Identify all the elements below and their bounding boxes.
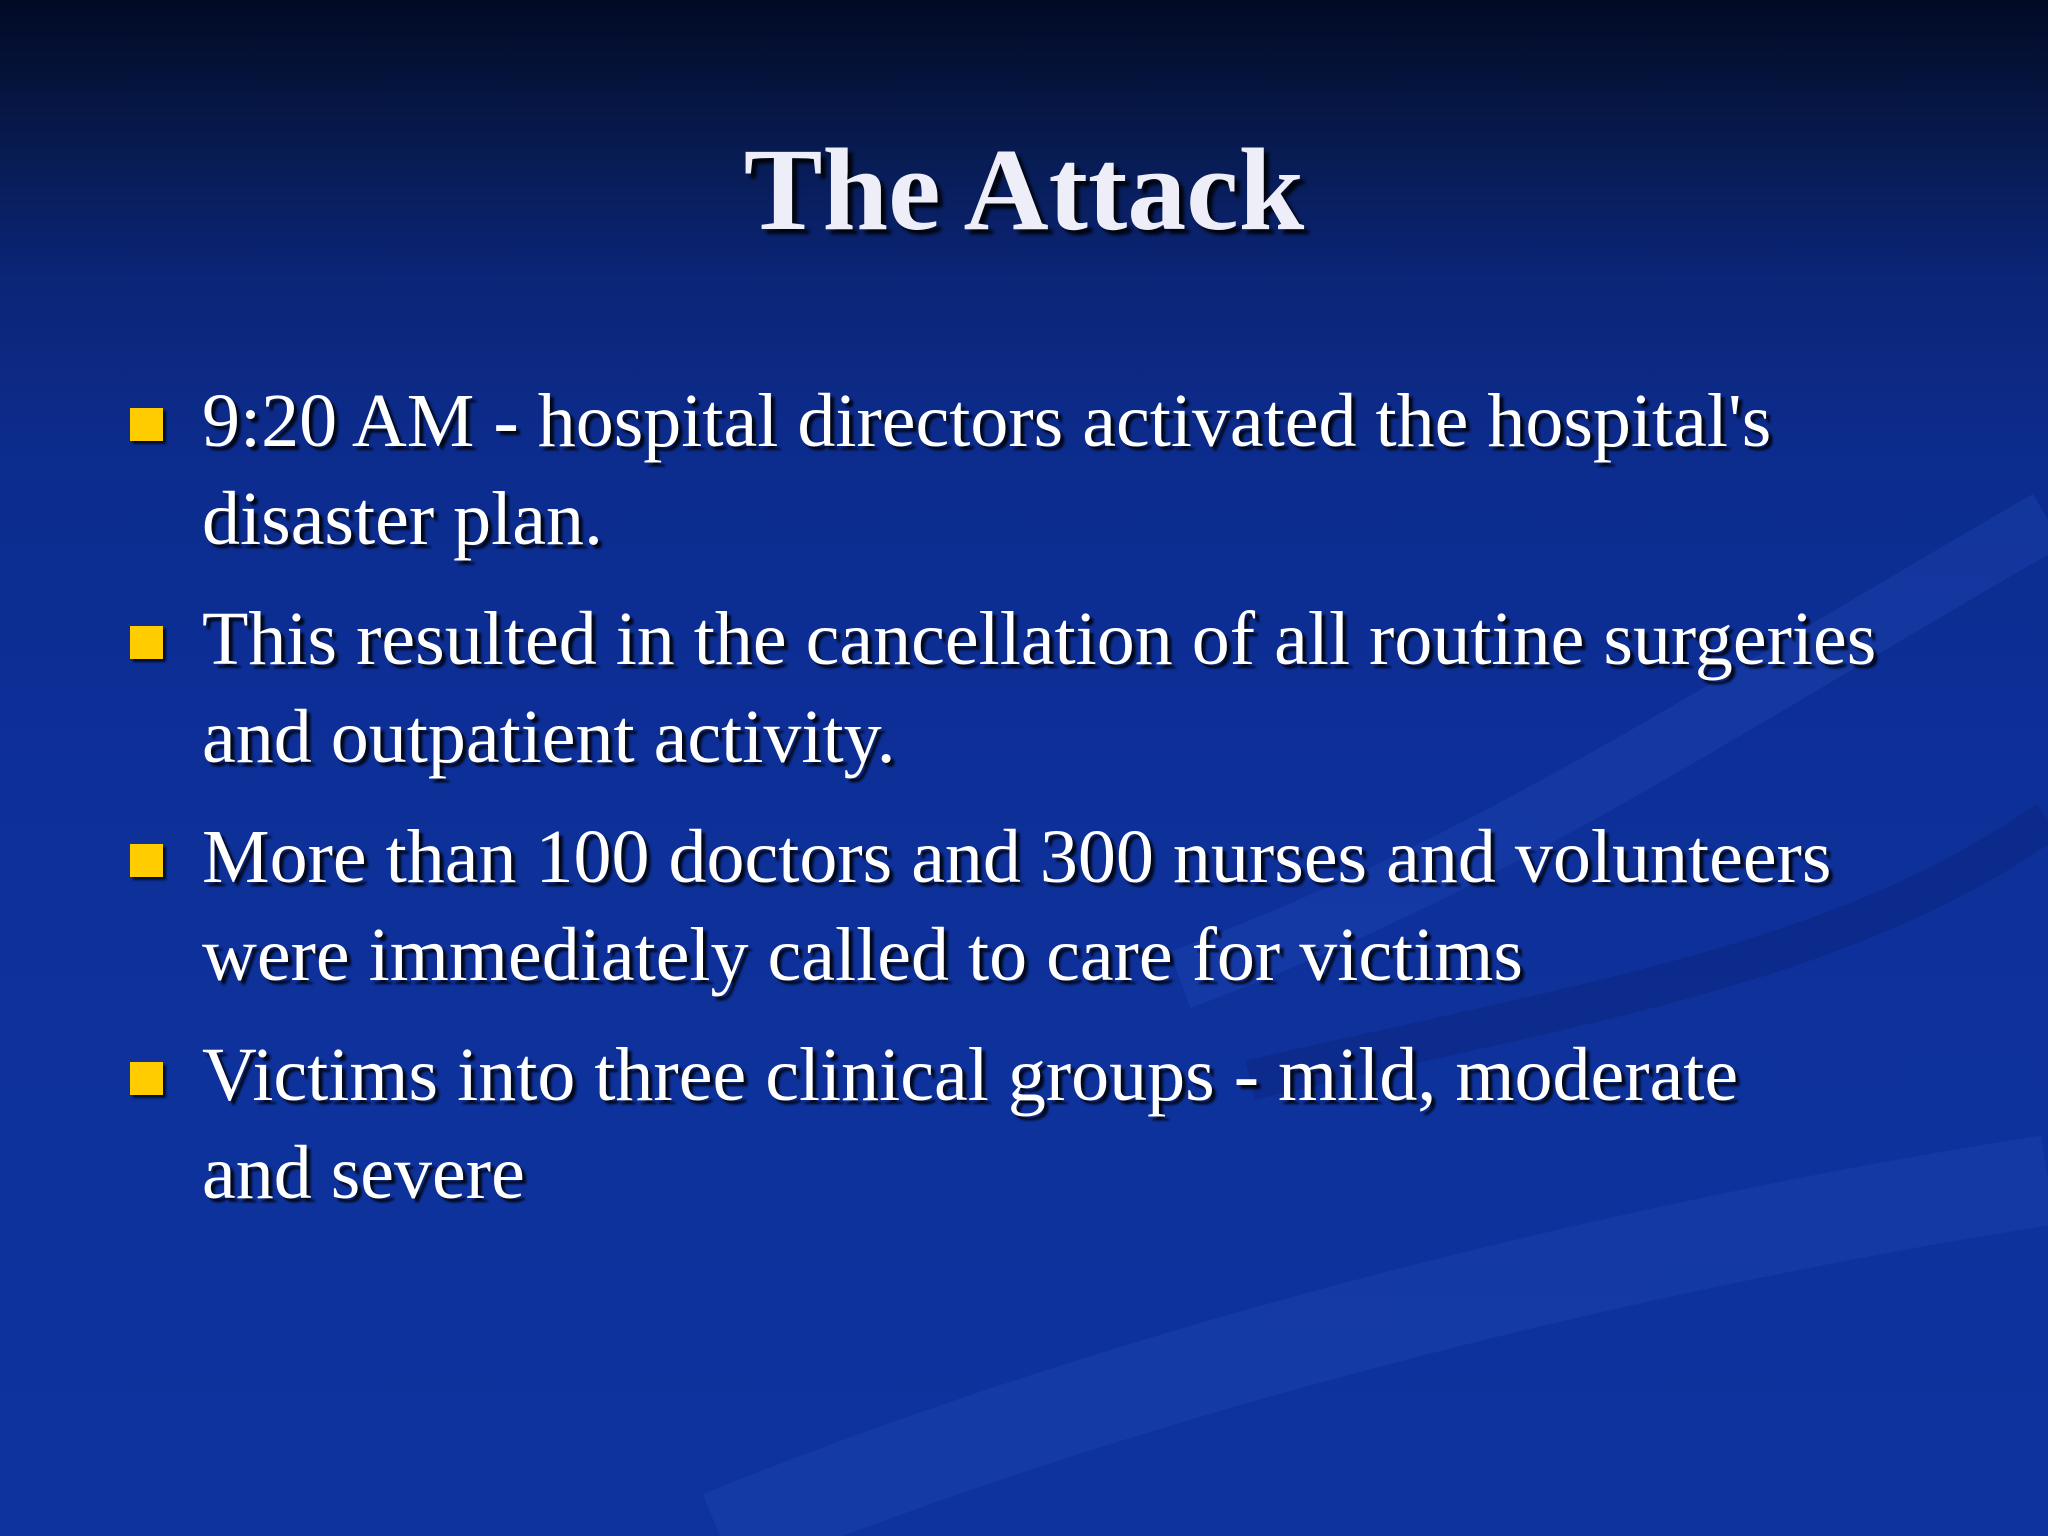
- bullet-text: More than 100 doctors and 300 nurses and volunteers were immediately called to care for victims: [202, 815, 1832, 997]
- bullet-text: This resulted in the cancellation of all routine surgeries and outpatient activity.: [202, 597, 1877, 779]
- square-bullet-icon: [130, 626, 163, 659]
- bullet-item: [130, 808, 1962, 1004]
- slide-title: The Attack: [743, 124, 1305, 255]
- square-bullet-icon: [130, 844, 163, 877]
- bullet-item: [130, 590, 1962, 786]
- bullet-item: [130, 372, 1802, 568]
- bullet-item: [130, 1026, 1842, 1222]
- square-bullet-icon: [130, 408, 163, 441]
- bullet-list: [130, 372, 1980, 1222]
- square-bullet-icon: [130, 1062, 163, 1095]
- bullet-text: Victims into three clinical groups - mild, moderate and severe: [202, 1033, 1739, 1215]
- bullet-text: 9:20 AM - hospital directors activated the hospital's disaster plan.: [202, 379, 1772, 561]
